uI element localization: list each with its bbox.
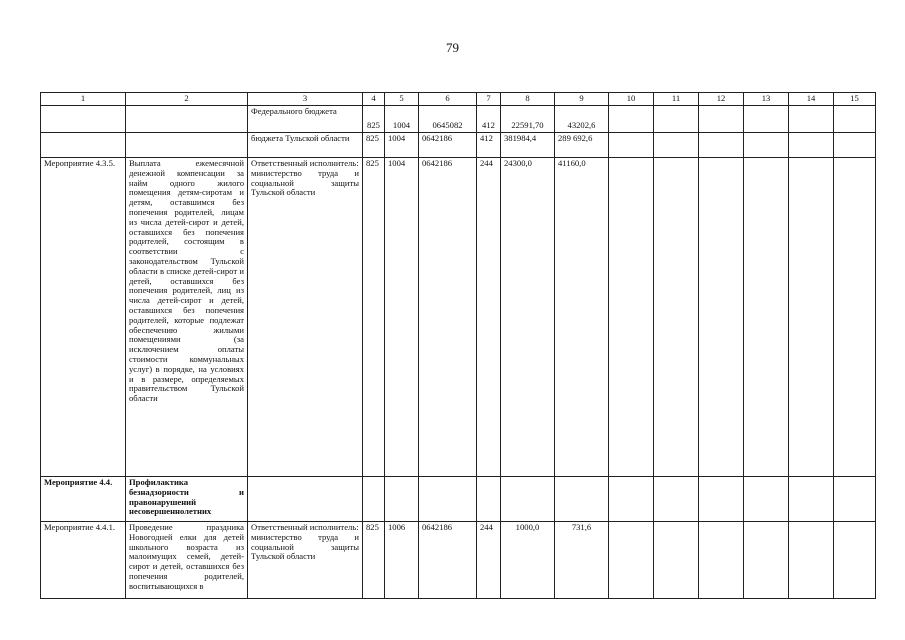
header-cell: 2 [126,93,248,106]
page-number: 79 [446,40,459,55]
cell-grbs: 825 [363,158,385,477]
cell-amount-1: 22591,70 [501,106,555,133]
responsible-executor [248,158,363,477]
empty-cell [126,133,248,158]
cell-target-article: 0645082 [419,106,477,133]
empty-cell [789,133,834,158]
empty-cell [419,477,477,522]
empty-cell [834,522,876,599]
empty-cell [699,522,744,599]
empty-cell [555,477,609,522]
cell-amount-1: 381984,4 [501,133,555,158]
empty-cell [699,133,744,158]
cell-amount-2: 289 692,6 [555,133,609,158]
empty-cell [609,158,654,477]
funding-source: бюджета Тульской области [248,133,363,158]
cell-section: 1004 [385,106,419,133]
table-row-regional [41,133,876,158]
empty-cell [609,522,654,599]
cell-amount-2: 731,6 [555,522,609,599]
empty-cell [744,158,789,477]
empty-cell [789,106,834,133]
empty-cell [654,158,699,477]
header-cell: 9 [555,93,609,106]
table-row-measure-4-4 [41,477,876,522]
header-cell: 6 [419,93,477,106]
empty-cell [699,106,744,133]
header-cell: 1 [41,93,126,106]
header-cell: 11 [654,93,699,106]
empty-cell [654,522,699,599]
empty-cell [789,477,834,522]
measure-code: Мероприятие 4.3.5. [41,158,126,477]
empty-cell [609,133,654,158]
empty-cell [699,477,744,522]
executor-name: министерство труда и социальной защиты Тульской области [251,167,359,198]
empty-cell [501,477,555,522]
measure-description: Профилактика безнадзорности и правонарушений несовершеннолетних [126,477,248,522]
empty-cell [744,477,789,522]
measure-description: Выплата ежемесячной денежной компенсации за найм одного жилого помещения детям-сиротам и детям, оставшимся без попечения родителей, лицам из числа детей-сирот и детей, оставшихся без попечения родителей, состоящим в соответствии с законодательством Тульской области в списке детей-сирот и детей, оставшихся без попечения родителей, лиц из числа детей-сирот и детей, оставшихся без попечения родителей, которые подлежат обеспечению жилыми помещениями (за исключением оплаты стоимости коммунальных услуг) в порядке, на условиях и в размере, определяемых правительством Тульской области [126,158,248,477]
responsible-executor [248,522,363,599]
empty-cell [126,106,248,133]
header-cell: 5 [385,93,419,106]
empty-cell [699,158,744,477]
header-cell: 15 [834,93,876,106]
cell-section: 1006 [385,522,419,599]
empty-cell [41,106,126,133]
header-cell: 10 [609,93,654,106]
cell-amount-1: 24300,0 [501,158,555,477]
cell-grbs: 825 [363,522,385,599]
empty-cell [385,477,419,522]
empty-cell [654,477,699,522]
table-row-federal [41,106,876,133]
header-cell: 14 [789,93,834,106]
header-cell: 13 [744,93,789,106]
measure-description: Проведение праздника Новогодней елки для детей школьного возраста из малоимущих семей, детей-сирот и детей, оставшихся без попечения родителей, воспитывающихся в [126,522,248,599]
cell-expense-type: 244 [477,522,501,599]
executor-name: министерство труда и социальной защиты Тульской области [251,531,359,562]
cell-grbs: 825 [363,133,385,158]
funding-source: Федерального бюджета [248,106,363,133]
empty-cell [609,106,654,133]
empty-cell [609,477,654,522]
empty-cell [477,477,501,522]
cell-target-article: 0642186 [419,522,477,599]
empty-cell [744,106,789,133]
header-cell: 4 [363,93,385,106]
empty-cell [744,522,789,599]
cell-expense-type: 412 [477,106,501,133]
cell-expense-type: 412 [477,133,501,158]
cell-target-article: 0642186 [419,158,477,477]
measure-code: Мероприятие 4.4. [41,477,126,522]
budget-table [40,92,876,599]
table-row-measure-4-4-1 [41,522,876,599]
cell-amount-2: 41160,0 [555,158,609,477]
cell-section: 1004 [385,158,419,477]
empty-cell [654,106,699,133]
empty-cell [834,477,876,522]
header-cell: 3 [248,93,363,106]
empty-cell [248,477,363,522]
cell-expense-type: 244 [477,158,501,477]
header-cell: 12 [699,93,744,106]
empty-cell [41,133,126,158]
empty-cell [789,522,834,599]
header-row [41,93,876,106]
cell-target-article: 0642186 [419,133,477,158]
cell-section: 1004 [385,133,419,158]
empty-cell [834,158,876,477]
empty-cell [654,133,699,158]
executor-label: Ответственный исполнитель: [251,522,359,532]
empty-cell [789,158,834,477]
cell-grbs: 825 [363,106,385,133]
empty-cell [363,477,385,522]
empty-cell [834,133,876,158]
empty-cell [744,133,789,158]
executor-label: Ответственный исполнитель: [251,158,359,168]
measure-code: Мероприятие 4.4.1. [41,522,126,599]
header-cell: 8 [501,93,555,106]
empty-cell [834,106,876,133]
cell-amount-1: 1000,0 [501,522,555,599]
cell-amount-2: 43202,6 [555,106,609,133]
table-row-measure-4-3-5 [41,158,876,477]
header-cell: 7 [477,93,501,106]
